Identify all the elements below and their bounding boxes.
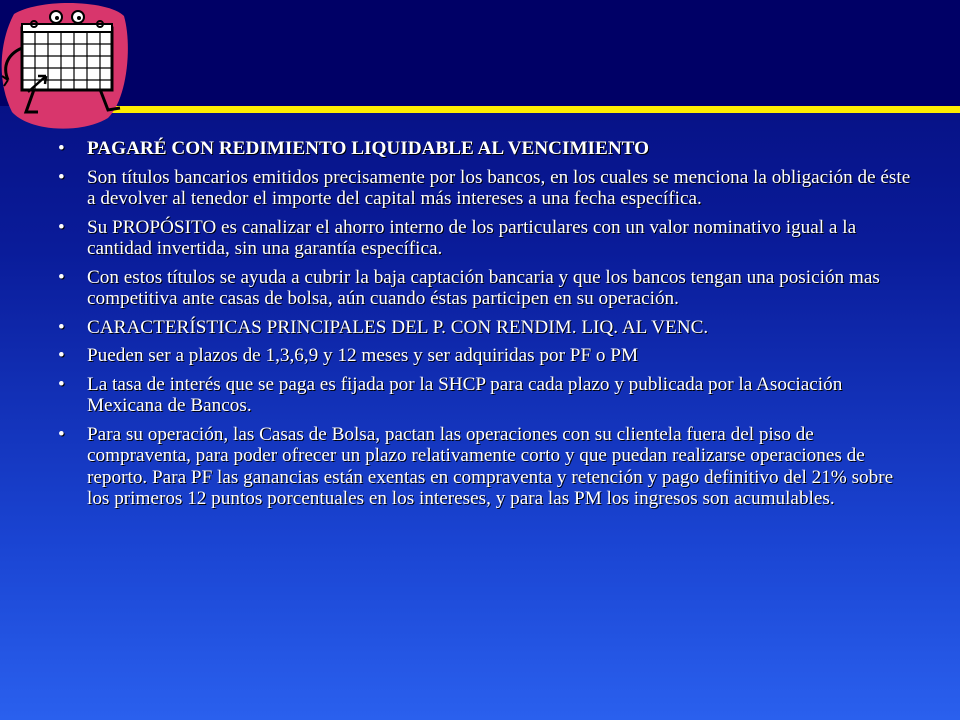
bullet-marker: • — [58, 316, 65, 338]
header-band — [0, 0, 960, 106]
bullet-marker: • — [58, 166, 65, 188]
list-item-text: Son títulos bancarios emitidos precisamente por los bancos, en los cuales se menciona la obligación de éste a devolver al tenedor el importe del capital más intereses a una fecha específica. — [87, 166, 911, 209]
list-item-text: CARACTERÍSTICAS PRINCIPALES DEL P. CON RENDIM. LIQ. AL VENC. — [87, 316, 709, 338]
bullet-marker: • — [58, 373, 65, 395]
list-item-text: Para su operación, las Casas de Bolsa, pactan las operaciones con su clientela fuera del piso de compraventa, para poder ofrecer un plazo relativamente corto y que puedan realizarse operaciones de reporto. Para PF las ganancias están exentas en compraventa y retención y pago definitivo del 21% sobre los primeros 12 puntos porcentuales en los intereses, y para las PM los ingresos son acumulables. — [87, 423, 894, 509]
list-item — [58, 424, 916, 510]
list-item-text: La tasa de interés que se paga es fijada por la SHCP para cada plazo y publicada por la Asociación Mexicana de Bancos. — [87, 373, 843, 416]
bullet-marker: • — [58, 138, 65, 159]
bullet-marker: • — [58, 345, 65, 366]
bullet-marker: • — [58, 266, 65, 288]
list-item — [58, 217, 916, 260]
calendar-chart-icon — [0, 0, 130, 132]
list-item-text: Su PROPÓSITO es canalizar el ahorro interno de los particulares con un valor nominativo igual a la cantidad invertida, sin una garantía específica. — [87, 216, 857, 259]
list-item-text: Con estos títulos se ayuda a cubrir la baja captación bancaria y que los bancos tengan una posición mas competitiva ante casas de bolsa, aún cuando éstas participen en su operación. — [87, 266, 880, 309]
list-item-text: Pueden ser a plazos de 1,3,6,9 y 12 meses y ser adquiridas por PF o PM — [87, 345, 639, 366]
list-item — [58, 345, 916, 367]
list-item — [58, 374, 916, 417]
list-item — [58, 317, 916, 339]
bullet-list — [58, 138, 916, 517]
bullet-marker: • — [58, 423, 65, 445]
list-item — [58, 167, 916, 210]
list-item — [58, 267, 916, 310]
bullet-marker: • — [58, 216, 65, 238]
list-item — [58, 138, 916, 160]
accent-rule — [60, 106, 960, 113]
section-heading: PAGARÉ CON REDIMIENTO LIQUIDABLE AL VENCIMIENTO — [87, 138, 650, 159]
